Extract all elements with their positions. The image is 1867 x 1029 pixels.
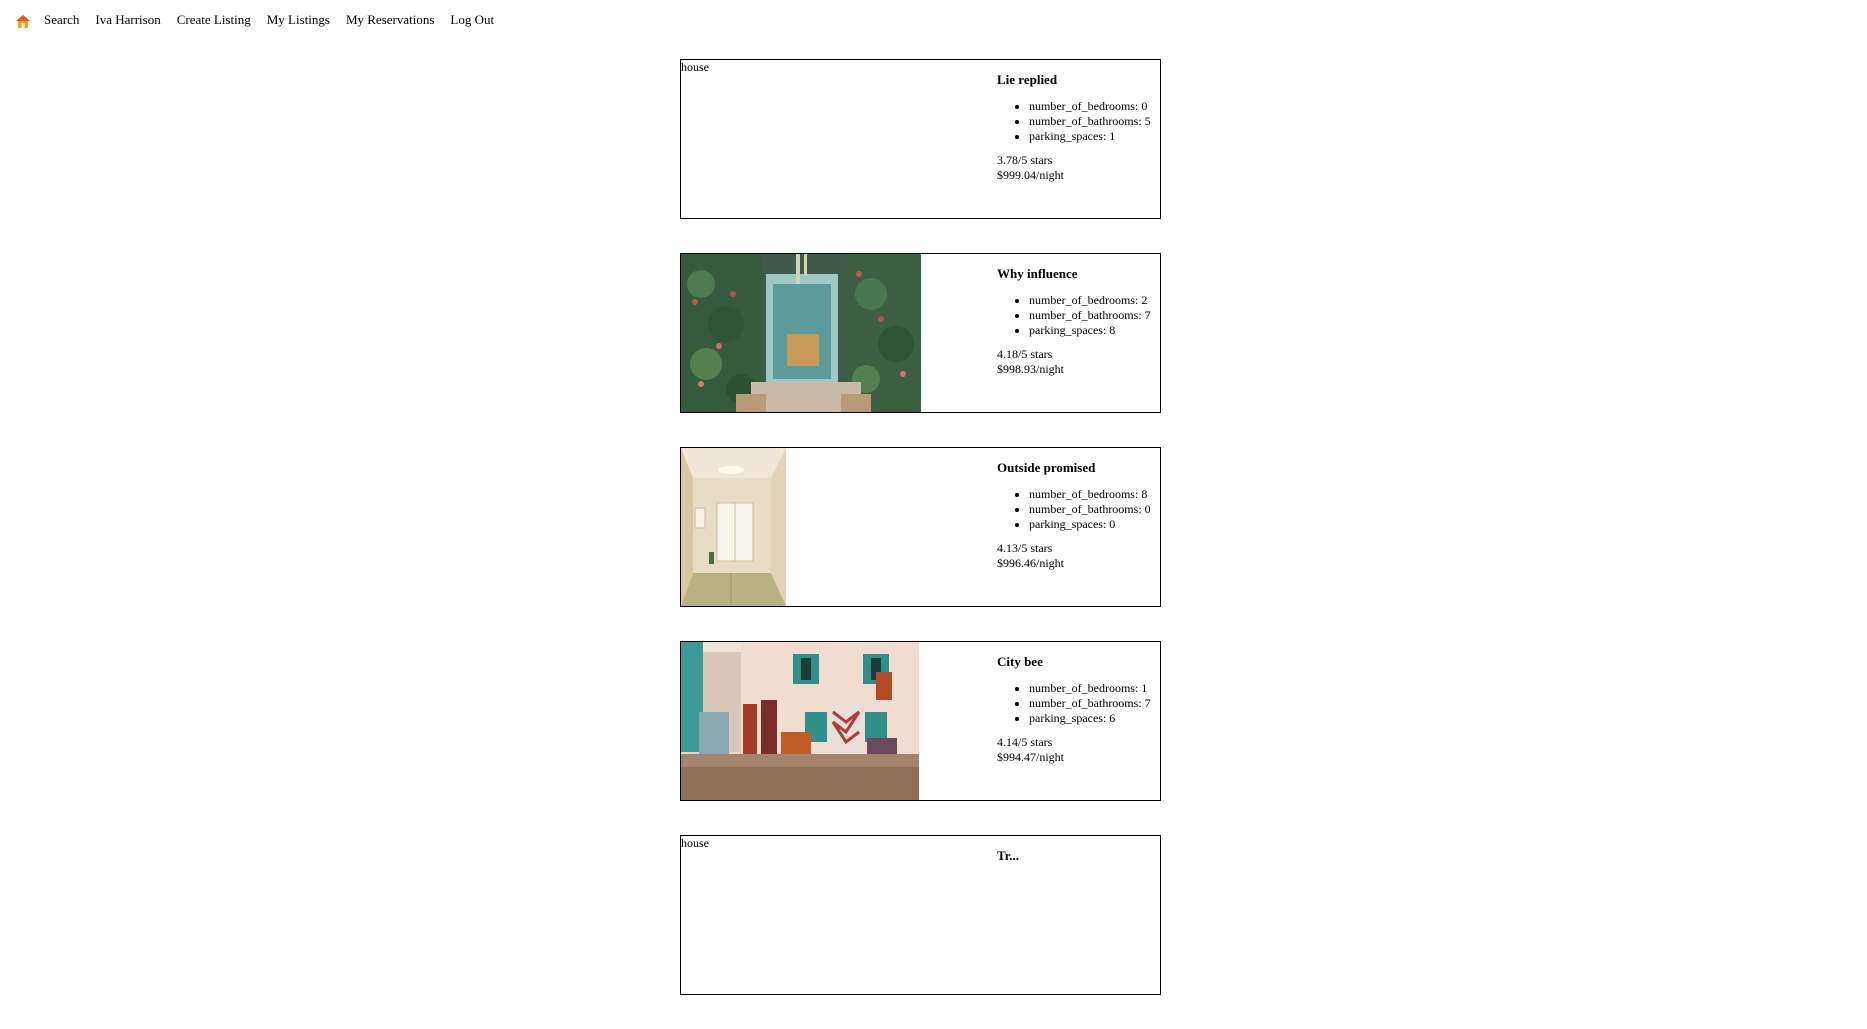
top-nav <box>14 10 510 30</box>
listings-list <box>680 59 1161 1029</box>
listing-photo[interactable] <box>681 642 919 800</box>
detail-bathrooms: • number_of_bathrooms: 0 <box>1029 502 1161 517</box>
home-icon[interactable] <box>14 13 32 31</box>
detail-parking: • parking_spaces: 0 <box>1029 517 1161 532</box>
nav-user-link[interactable]: Iva Harrison <box>95 12 161 27</box>
listing-info <box>997 266 1161 377</box>
detail-bedrooms: • number_of_bedrooms: 0 <box>1029 99 1161 114</box>
listing-image-broken: house <box>681 836 709 850</box>
listing-card[interactable] <box>680 59 1161 219</box>
nav-search-link[interactable]: Search <box>44 12 80 27</box>
listing-photo[interactable] <box>681 254 921 412</box>
listing-details <box>997 293 1161 338</box>
listing-details <box>997 681 1161 726</box>
nav-my-reservations-link[interactable]: My Reservations <box>345 12 435 27</box>
listing-info <box>997 460 1161 571</box>
detail-parking: • parking_spaces: 6 <box>1029 711 1161 726</box>
listing-price: $999.04/night <box>997 168 1065 182</box>
listing-title[interactable]: Why influence <box>997 266 1078 281</box>
detail-bedrooms: • number_of_bedrooms: 2 <box>1029 293 1161 308</box>
nav-logout-link[interactable]: Log Out <box>450 12 495 27</box>
listing-rating: 3.78/5 stars <box>997 153 1053 167</box>
detail-bedrooms: • number_of_bedrooms: 8 <box>1029 487 1161 502</box>
nav-create-listing-link[interactable]: Create Listing <box>176 12 251 27</box>
listing-rating: 4.14/5 stars <box>997 735 1053 749</box>
listing-info <box>997 72 1161 183</box>
listing-image-broken: house <box>681 60 709 74</box>
listing-card[interactable] <box>680 253 1161 413</box>
detail-bathrooms: • number_of_bathrooms: 7 <box>1029 696 1161 711</box>
listing-photo[interactable] <box>681 448 786 606</box>
listing-title[interactable]: Outside promised <box>997 460 1096 475</box>
detail-bedrooms: • number_of_bedrooms: 1 <box>1029 681 1161 696</box>
listing-price: $998.93/night <box>997 362 1065 376</box>
listing-title[interactable]: Lie replied <box>997 72 1058 87</box>
detail-bathrooms: • number_of_bathrooms: 7 <box>1029 308 1161 323</box>
listing-details <box>997 487 1161 532</box>
listing-card[interactable] <box>680 641 1161 801</box>
detail-parking: • parking_spaces: 1 <box>1029 129 1161 144</box>
listing-price: $994.47/night <box>997 750 1065 764</box>
listing-price: $996.46/night <box>997 556 1065 570</box>
listing-title[interactable]: City bee <box>997 654 1043 669</box>
detail-bathrooms: • number_of_bathrooms: 5 <box>1029 114 1161 129</box>
listing-details <box>997 99 1161 144</box>
nav-my-listings-link[interactable]: My Listings <box>266 12 330 27</box>
listing-rating: 4.13/5 stars <box>997 541 1053 555</box>
listing-card[interactable] <box>680 835 1161 995</box>
listing-info <box>997 848 1161 875</box>
listing-title[interactable]: Tr... <box>997 848 1020 863</box>
listing-rating: 4.18/5 stars <box>997 347 1053 361</box>
listing-card[interactable] <box>680 447 1161 607</box>
detail-parking: • parking_spaces: 8 <box>1029 323 1161 338</box>
listing-info <box>997 654 1161 765</box>
